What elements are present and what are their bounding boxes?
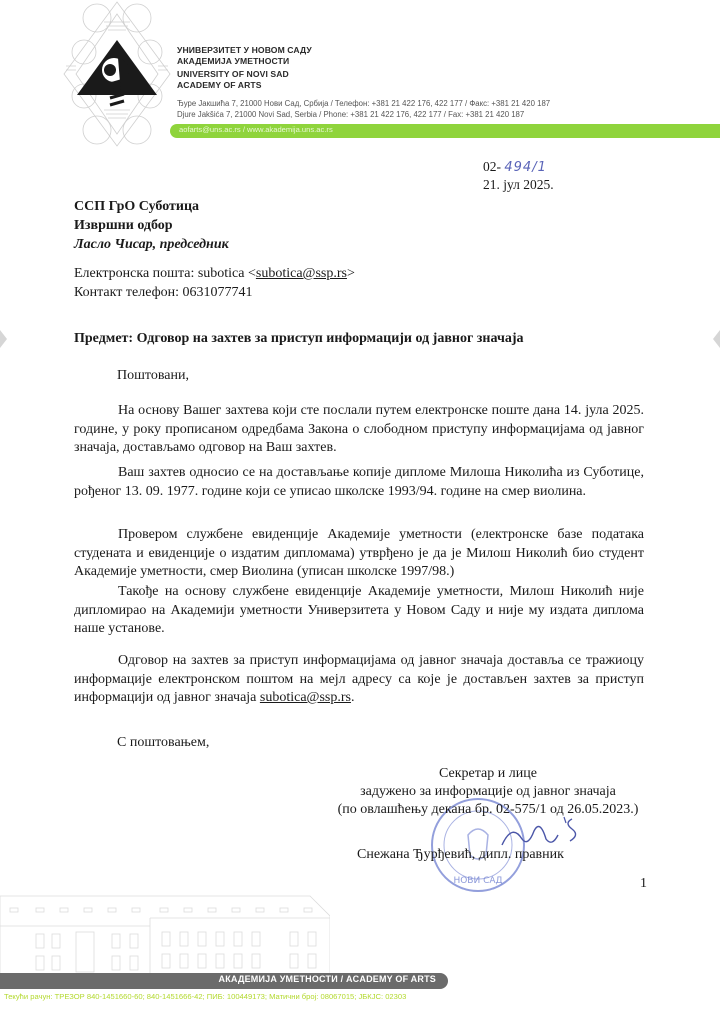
stamp-city: НОВИ САД: [453, 876, 503, 886]
org-name-en-academy: ACADEMY OF ARTS: [177, 80, 262, 90]
signatory-title-line: Секретар и лице: [439, 766, 537, 781]
body-paragraph: На основу Вашег захтева који сте послали путем електронске поште дана 14. јула 2025. године, у року прописаном одредбама Закона о слободном приступу информацијама од јавног значаја, достављамо одговор на Ваш захтев.: [74, 403, 644, 455]
final-email-link[interactable]: subotica@ssp.rs: [259, 690, 351, 705]
page-number: 1: [640, 876, 647, 891]
email-label: Електронска пошта: subotica <: [74, 266, 256, 281]
recipient-email-link[interactable]: subotica@ssp.rs: [255, 266, 347, 281]
address-latin: Djure Jakšića 7, 21000 Novi Sad, Serbia / Phone: +381 21 422 176, 422 177 / Fax: +381 21 420 187: [177, 110, 525, 119]
ref-handwritten-number: 494/1: [504, 160, 547, 175]
academy-logo: [62, 0, 172, 148]
previous-page-arrow-icon[interactable]: [0, 330, 7, 348]
ref-date: 21. јул 2025.: [483, 177, 554, 192]
recipient-phone: Контакт телефон: 0631077741: [74, 285, 253, 300]
org-name-cyr-academy: АКАДЕМИЈА УМЕТНОСТИ: [177, 56, 290, 66]
signatory-name: Снежана Ђурђевић, дипл. правник: [357, 847, 564, 862]
recipient-block: [74, 197, 229, 254]
recipient-org: ССП ГрО Суботица: [74, 199, 200, 214]
letterhead-org-names: [177, 45, 312, 91]
letterhead-address: [177, 98, 550, 120]
academy-logo-icon: [62, 0, 172, 148]
document-reference: [483, 158, 554, 193]
ref-prefix: 02-: [483, 159, 501, 174]
letterhead-web-bar: [170, 124, 720, 138]
body-paragraph: Провером службене евиденције Академије уметности (електронске базе података студената и евиденције о издатим дипломама) утврђено је да је Милош Николић био студент Академије уметности, смер Виолина (уписан школске 1997/98.): [74, 527, 644, 579]
recipient-body: Извршни одбор: [74, 218, 173, 233]
signatory-title-line: задужено за информације од јавног значаја: [360, 784, 616, 799]
email-suffix: >: [346, 266, 355, 281]
org-name-en-university: UNIVERSITY OF NOVI SAD: [177, 69, 289, 79]
address-cyrillic: Ђуре Јакшића 7, 21000 Нови Сад, Србија / Телефон: +381 21 422 176, 422 177 / Факс: +381 21 420 187: [177, 99, 551, 108]
recipient-person: Ласло Чисар, председник: [74, 237, 229, 252]
recipient-email-line: [74, 264, 355, 283]
web-contact[interactable]: aofarts@uns.ac.rs / www.akademija.uns.ac.rs: [179, 125, 333, 134]
org-name-cyr-university: УНИВЕРЗИТЕТ У НОВОМ САДУ: [177, 45, 312, 55]
letter-greeting: Поштовани,: [117, 368, 189, 383]
body-paragraph: Такође на основу службене евиденције Академије уметности, Милош Николић није дипломирао на Академији уметности Универзитета у Новом Саду и није му издата диплома наше установе.: [74, 584, 644, 636]
final-paragraph-text: Одговор на захтев за приступ информацијама од јавног значаја доставља се тражиоцу информације електронском поштом на мејл адресу са које је достављен захтев за приступ информацији од јавног значаја: [74, 653, 644, 705]
body-paragraph: Ваш захтев односио се на достављање копије дипломе Милоша Николића из Суботице, рођеног 13. 09. 1977. године који се уписао школске 1993/94. године на смер виолина.: [74, 465, 644, 499]
signatory-authorization: (по овлашћењу декана бр. 02-575/1 од 26.05.2023.): [337, 802, 639, 817]
final-paragraph-end: .: [350, 690, 355, 705]
letter-subject: Предмет: Одговор на захтев за приступ информацији од јавног значаја: [74, 331, 524, 346]
recipient-contacts: [74, 264, 355, 302]
academy-building-illustration: [0, 888, 330, 976]
footer-bar-title: АКАДЕМИЈА УМЕТНОСТИ / ACADEMY OF ARTS: [218, 974, 436, 984]
signatory-title: [318, 765, 658, 819]
footer-bar: [0, 973, 448, 989]
body-paragraph-final: [74, 652, 644, 708]
letter-closing: С поштовањем,: [117, 735, 210, 750]
footer-bank-info: Текући рачун: ТРЕЗОР 840-1451660-60; 840-1451666-42; ПИБ: 100449173; Матични број: 08067015; ЈБКЈС: 02303: [4, 992, 407, 1001]
next-page-arrow-icon[interactable]: [713, 330, 720, 348]
